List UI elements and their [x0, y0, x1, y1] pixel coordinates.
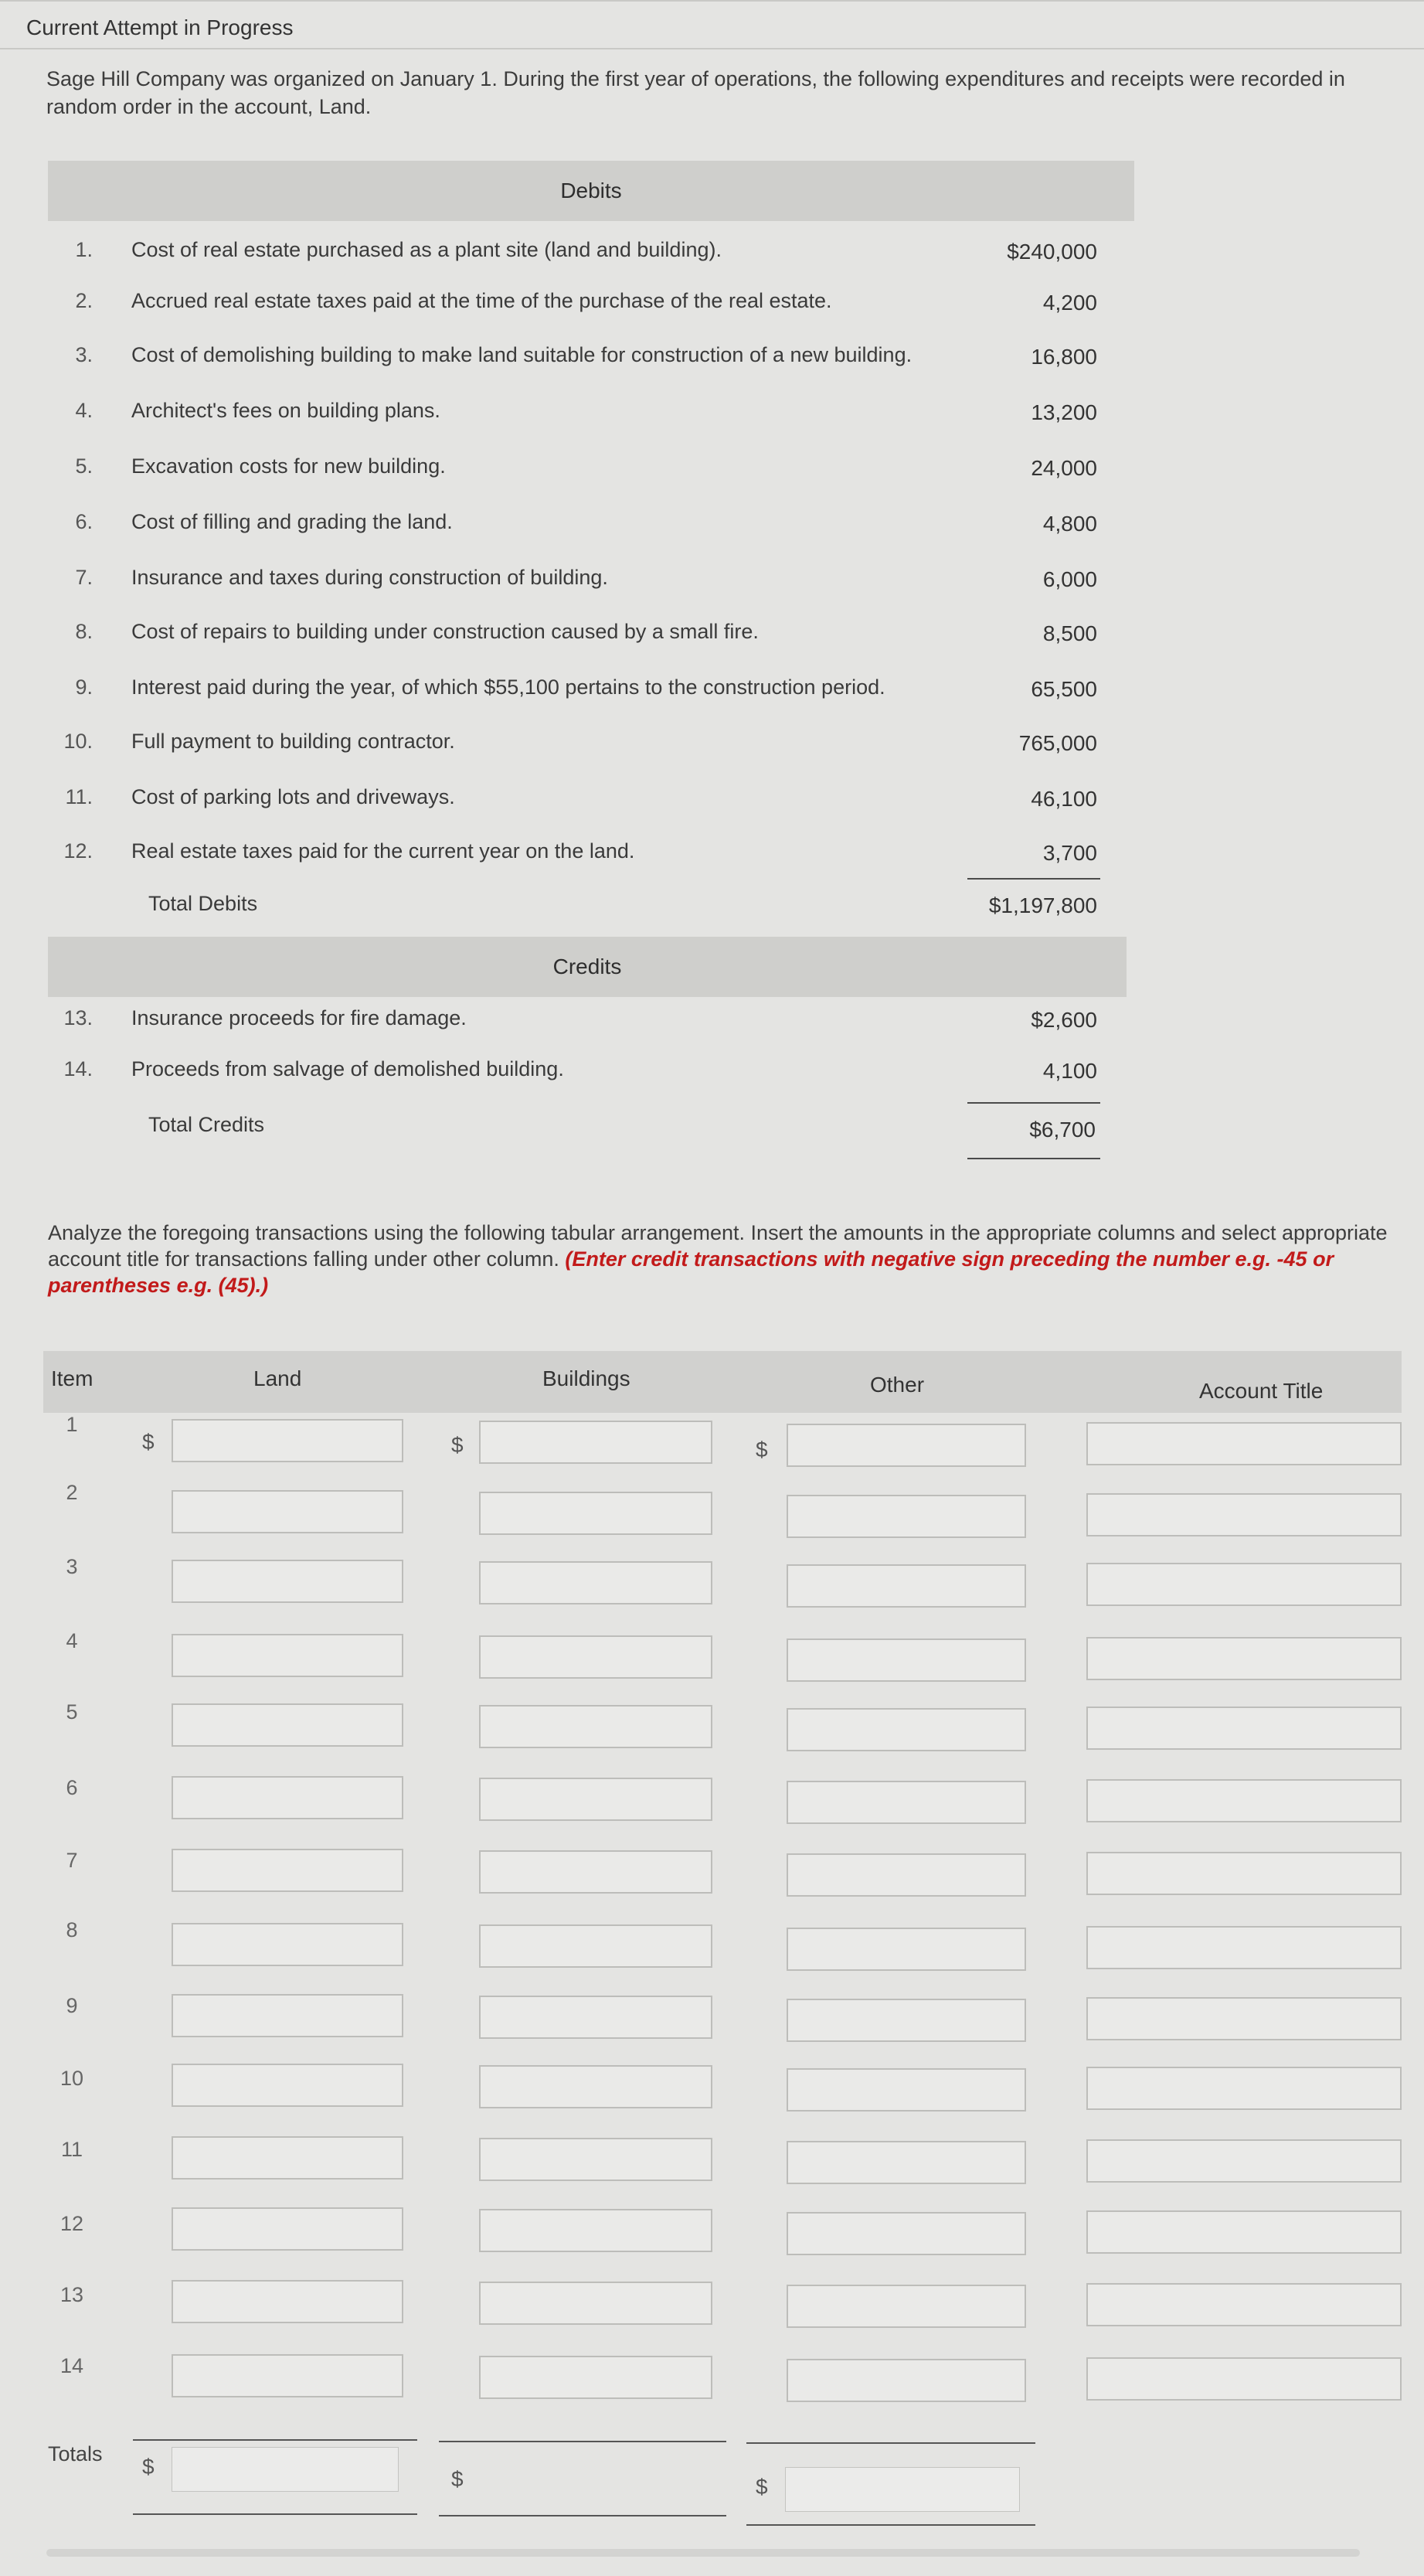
debit-row-description: Cost of demolishing building to make land suitable for construction of a new building. [131, 343, 913, 366]
account-title-select[interactable] [1086, 1422, 1402, 1465]
item-number: 14 [59, 2354, 84, 2377]
credit-row-number: 14. [63, 1057, 93, 1080]
other-input[interactable] [787, 1495, 1026, 1538]
credit-row-description: Proceeds from salvage of demolished building. [131, 1057, 564, 1080]
col-item-header: Item [51, 1366, 93, 1390]
debit-row-number: 4. [75, 399, 93, 422]
col-account-title-header: Account Title [1199, 1379, 1324, 1403]
buildings-total-currency: $ [451, 2467, 464, 2491]
account-title-select[interactable] [1086, 1852, 1402, 1895]
land-total-rule-bottom [133, 2513, 417, 2515]
debit-row-amount: 24,000 [1031, 456, 1097, 480]
debit-row-amount: 46,100 [1031, 787, 1097, 811]
account-title-select[interactable] [1086, 2210, 1402, 2254]
land-input[interactable] [172, 1923, 403, 1966]
debit-row-amount: 765,000 [1018, 731, 1097, 755]
buildings-input[interactable] [479, 2356, 712, 2399]
other-total-rule-top [746, 2442, 1035, 2444]
other-input[interactable] [787, 2212, 1026, 2255]
land-input[interactable] [172, 1560, 403, 1603]
other-input[interactable] [787, 1708, 1026, 1751]
debit-row-amount: 4,800 [1042, 512, 1097, 536]
item-number: 10 [59, 2067, 84, 2090]
buildings-input[interactable] [479, 2138, 712, 2181]
other-currency-symbol: $ [756, 1438, 768, 1462]
item-number: 3 [66, 1555, 78, 1578]
other-input[interactable] [787, 2285, 1026, 2328]
col-other-header: Other [870, 1373, 925, 1397]
land-input[interactable] [172, 1419, 403, 1462]
land-total-input[interactable] [172, 2447, 399, 2492]
debit-row-amount: 8,500 [1042, 621, 1097, 645]
item-number: 7 [66, 1849, 78, 1872]
other-total-currency: $ [756, 2475, 768, 2499]
instructions-note: (Enter credit transactions with negative sign preceding the number e.g. -45 or parentheses e.g. (45).) [48, 1247, 1334, 1297]
debit-row-description: Cost of filling and grading the land. [131, 510, 453, 533]
buildings-input[interactable] [479, 2282, 712, 2325]
total-credits-value: $6,700 [1029, 1118, 1096, 1142]
debit-row-amount: 13,200 [1031, 400, 1097, 424]
buildings-input[interactable] [479, 1924, 712, 1968]
debit-row-number: 10. [63, 730, 93, 753]
credit-row-amount: 4,100 [1042, 1059, 1097, 1083]
item-number: 8 [66, 1918, 78, 1941]
debit-row-amount: 4,200 [1042, 291, 1097, 315]
land-input[interactable] [172, 2064, 403, 2107]
debit-row-amount: 65,500 [1031, 677, 1097, 701]
buildings-input[interactable] [479, 1492, 712, 1535]
debit-row-amount: 3,700 [1042, 841, 1097, 865]
debit-row-description: Full payment to building contractor. [131, 730, 455, 753]
total-credits-label: Total Credits [148, 1113, 265, 1136]
total-debits-value: $1,197,800 [988, 893, 1097, 917]
land-input[interactable] [172, 1634, 403, 1677]
land-input[interactable] [172, 1703, 403, 1747]
horizontal-scrollbar[interactable] [46, 2549, 1360, 2557]
buildings-total-rule-bottom [439, 2515, 726, 2516]
buildings-input[interactable] [479, 1561, 712, 1604]
account-title-select[interactable] [1086, 2357, 1402, 2401]
analysis-header [43, 1351, 1402, 1413]
buildings-input[interactable] [479, 1850, 712, 1894]
land-input[interactable] [172, 1994, 403, 2037]
item-number: 5 [66, 1700, 78, 1724]
other-input[interactable] [787, 2359, 1026, 2402]
debit-row-amount: $240,000 [1007, 240, 1097, 264]
buildings-input[interactable] [479, 1705, 712, 1748]
debit-row-number: 5. [75, 454, 93, 478]
instructions-text: Analyze the foregoing transactions using the following tabular arrangement. Insert the amounts in the appropriate columns and select appropriate account title for transactions falling under other column. [48, 1221, 1388, 1271]
total-debits-rule-top [967, 878, 1100, 880]
account-title-select[interactable] [1086, 2067, 1402, 2110]
debit-row-number: 2. [75, 289, 93, 312]
debit-row-number: 6. [75, 510, 93, 533]
debit-row-description: Cost of parking lots and driveways. [131, 785, 455, 808]
total-credits-rule-top [967, 1102, 1100, 1104]
land-input[interactable] [172, 2136, 403, 2180]
buildings-input[interactable] [479, 1421, 712, 1464]
account-title-select[interactable] [1086, 1779, 1402, 1822]
credits-header: Credits [48, 937, 1127, 997]
total-debits-label: Total Debits [148, 892, 258, 915]
account-title-select[interactable] [1086, 1707, 1402, 1750]
debit-row-number: 1. [75, 238, 93, 261]
transactions-table [0, 0, 1424, 1175]
buildings-currency-symbol: $ [451, 1433, 464, 1457]
credit-row-description: Insurance proceeds for fire damage. [131, 1006, 467, 1029]
other-input[interactable] [787, 1564, 1026, 1608]
item-number: 9 [66, 1994, 78, 2017]
buildings-input[interactable] [479, 2209, 712, 2252]
debit-row-description: Interest paid during the year, of which $55,100 pertains to the construction period. [131, 675, 885, 699]
account-title-select[interactable] [1086, 2139, 1402, 2183]
buildings-input[interactable] [479, 1635, 712, 1679]
land-input[interactable] [172, 2207, 403, 2251]
land-input[interactable] [172, 1776, 403, 1819]
other-input[interactable] [787, 1999, 1026, 2042]
buildings-input[interactable] [479, 1778, 712, 1821]
land-currency-symbol: $ [142, 1430, 155, 1454]
other-input[interactable] [787, 2068, 1026, 2112]
item-number: 11 [60, 2138, 83, 2161]
debit-row-amount: 16,800 [1031, 345, 1097, 369]
land-input[interactable] [172, 2280, 403, 2323]
credit-row-number: 13. [63, 1006, 93, 1029]
other-input[interactable] [787, 1424, 1026, 1467]
debit-row-number: 7. [75, 566, 93, 589]
debit-row-number: 8. [75, 620, 93, 643]
item-number: 12 [59, 2212, 84, 2235]
debit-row-description: Cost of real estate purchased as a plant site (land and building). [131, 238, 722, 261]
debit-row-description: Insurance and taxes during construction of building. [131, 566, 608, 589]
account-title-select[interactable] [1086, 1997, 1402, 2040]
debit-row-number: 3. [75, 343, 93, 366]
land-total-rule-top [133, 2439, 417, 2441]
debit-row-description: Architect's fees on building plans. [131, 399, 440, 422]
account-title-select[interactable] [1086, 1926, 1402, 1969]
item-number: 4 [66, 1629, 78, 1652]
land-input[interactable] [172, 2354, 403, 2397]
totals-label: Totals [48, 2442, 103, 2465]
debit-row-description: Accrued real estate taxes paid at the time of the purchase of the real estate. [131, 289, 832, 312]
land-input[interactable] [172, 1490, 403, 1533]
credit-row-amount: $2,600 [1031, 1008, 1097, 1032]
buildings-total-rule-top [439, 2441, 726, 2442]
debit-row-description: Real estate taxes paid for the current year on the land. [131, 839, 635, 863]
debit-row-description: Excavation costs for new building. [131, 454, 446, 478]
buildings-input[interactable] [479, 1996, 712, 2039]
land-total-currency: $ [142, 2455, 155, 2479]
item-number: 2 [66, 1481, 78, 1504]
buildings-input[interactable] [479, 2065, 712, 2108]
col-buildings-header: Buildings [542, 1366, 630, 1390]
other-input[interactable] [787, 2141, 1026, 2184]
account-title-select[interactable] [1086, 1563, 1402, 1606]
status-text: Current Attempt in Progress [26, 15, 294, 39]
total-credits-rule-bottom [967, 1158, 1100, 1159]
other-total-rule-bottom [746, 2524, 1035, 2526]
debit-row-description: Cost of repairs to building under construction caused by a small fire. [131, 620, 759, 643]
analysis-table [0, 1345, 1424, 2576]
debit-row-number: 11. [65, 785, 93, 808]
other-total-input[interactable] [785, 2467, 1020, 2512]
other-input[interactable] [787, 1638, 1026, 1682]
instructions [48, 1220, 1408, 1298]
problem-intro: Sage Hill Company was organized on January 1. During the first year of operations, the following expenditures and receipts were recorded in random order in the account, Land. [46, 67, 1345, 118]
account-title-select[interactable] [1086, 1493, 1402, 1536]
other-input[interactable] [787, 1781, 1026, 1824]
account-title-select[interactable] [1086, 2283, 1402, 2326]
other-input[interactable] [787, 1928, 1026, 1971]
debits-header: Debits [48, 161, 1134, 221]
other-input[interactable] [787, 1853, 1026, 1897]
item-number: 6 [66, 1776, 78, 1799]
land-input[interactable] [172, 1849, 403, 1892]
debit-row-number: 9. [75, 675, 93, 699]
debit-row-number: 12. [63, 839, 93, 863]
item-number: 1 [66, 1413, 78, 1436]
debit-row-amount: 6,000 [1042, 567, 1097, 591]
item-number: 13 [59, 2283, 84, 2306]
account-title-select[interactable] [1086, 1637, 1402, 1680]
col-land-header: Land [253, 1366, 302, 1390]
